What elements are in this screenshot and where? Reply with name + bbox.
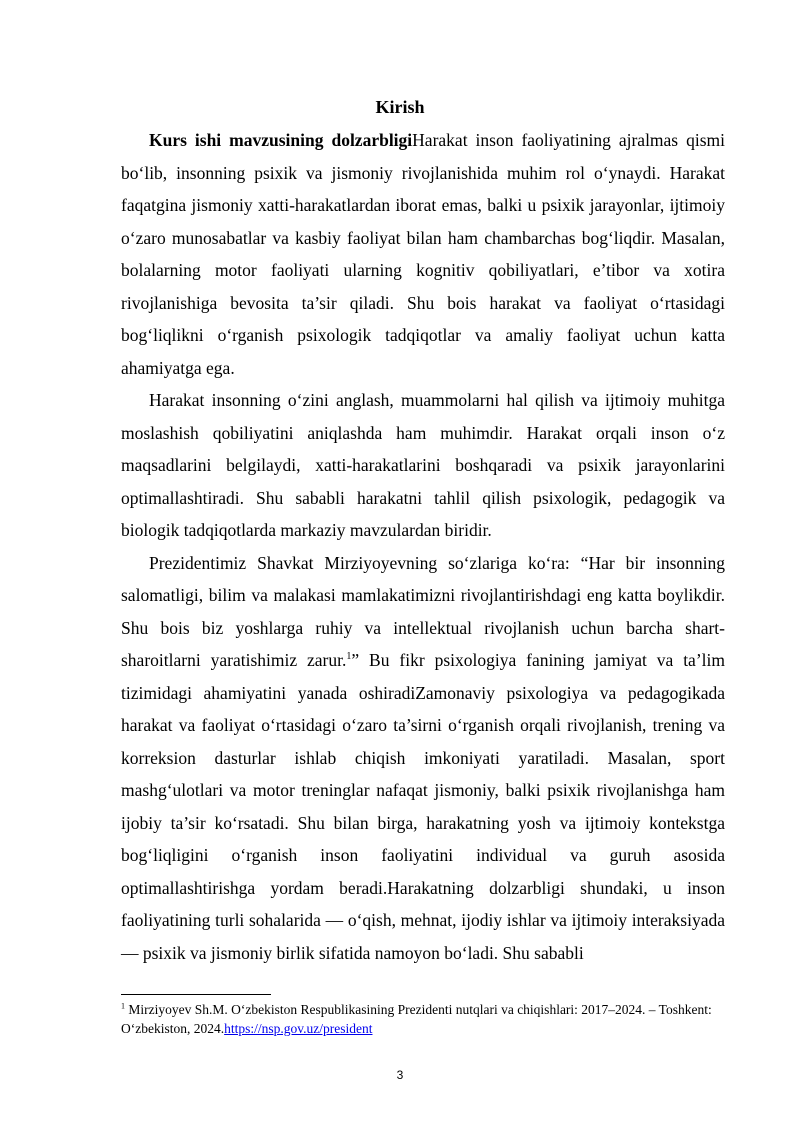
paragraph-text: Harakat insonning o‘zini anglash, muammolarni hal qilish va ijtimoiy muhitga moslashish qobiliyatini aniqlashda ham muhimdir. Harakat orqali inson o‘z maqsadlarini belgilaydi, xatti-harakatlarini boshqaradi va psixik jarayonlarini optimallashtiradi. Shu sababli harakatni tahlil qilish psixologik, pedagogik va biologik tadqiqotlarda markaziy mavzulardan biridir. bbox=[121, 390, 725, 540]
page-number: 3 bbox=[396, 1068, 404, 1082]
footnote-marker: 1 bbox=[121, 1001, 125, 1011]
paragraph-relevance bbox=[121, 124, 725, 384]
paragraph-text: Harakat inson faoliyatining ajralmas qismi bo‘lib, insonning psixik va jismoniy rivojlanishida muhim rol o‘ynaydi. Harakat faqatgina jismoniy xatti-harakatlardan iborat emas, balki u psixik jarayonlar, ijtimoiy o‘zaro munosabatlar va kasbiy faoliyat bilan ham chambarchas bog‘liqdir. Masalan, bolalarning motor faoliyati ularning kognitiv qobiliyatlari, e’tibor va xotira rivojlanishiga bevosita ta’sir qiladi. Shu bois harakat va faoliyat o‘rtasidagi bog‘liqlikni o‘rganish psixologik tadqiqotlar va amaliy faoliyat uchun katta ahamiyatga ega. bbox=[121, 130, 725, 378]
body-text bbox=[121, 124, 725, 969]
paragraph-lead: Kurs ishi mavzusining dolzarbligi bbox=[149, 130, 413, 150]
footnote-link[interactable]: https://nsp.gov.uz/president bbox=[224, 1021, 373, 1036]
paragraph-president-quote bbox=[121, 547, 725, 970]
footnote-separator bbox=[121, 994, 271, 995]
footnote bbox=[121, 1000, 725, 1038]
paragraph-text: Prezidentimiz Shavkat Mirziyoyevning so‘zlariga ko‘ra: “Har bir insonning salomatligi, bilim va malakasi mamlakatimizni rivojlantirishdagi eng katta boylikdir. Shu bois biz yoshlarga ruhiy va intellektual rivojlanish uchun barcha shart-sharoitlarni yaratishimiz zarur. bbox=[121, 552, 725, 670]
section-title: Kirish bbox=[375, 97, 425, 117]
paragraph-text: ” Bu fikr psixologiya fanining jamiyat va ta’lim tizimidagi ahamiyatini yanada oshiradiZamonaviy psixologiya va pedagogikada harakat va faoliyat o‘rtasidagi o‘zaro ta’sirni o‘rganish orqali rivojlanish, trening va korreksion dasturlar ishlab chiqish imkoniyati yaratiladi. Masalan, sport mashg‘ulotlari va motor treninglar nafaqat jismoniy, balki psixik rivojlanishga ham ijobiy ta’sir ko‘rsatadi. Shu bilan birga, harakatning yosh va ijtimoiy kontekstga bog‘liqligini o‘rganish inson faoliyatini individual va guruh asosida optimallashtirishga yordam beradi.Harakatning dolzarbligi shundaki, u inson faoliyatining turli sohalarida — o‘qish, mehnat, ijodiy ishlar va ijtimoiy interaksiyada — psixik va jismoniy birlik sifatida namoyon bo‘ladi. Shu sababli bbox=[121, 650, 725, 963]
footnote-reference: 1 bbox=[346, 651, 352, 663]
paragraph-self-awareness bbox=[121, 384, 725, 547]
footnote-text: Mirziyoyev Sh.M. O‘zbekiston Respublikasining Prezidenti nutqlari va chiqishlari: 2017–2024. – Toshkent: O‘zbekiston, 2024. bbox=[121, 1002, 712, 1036]
